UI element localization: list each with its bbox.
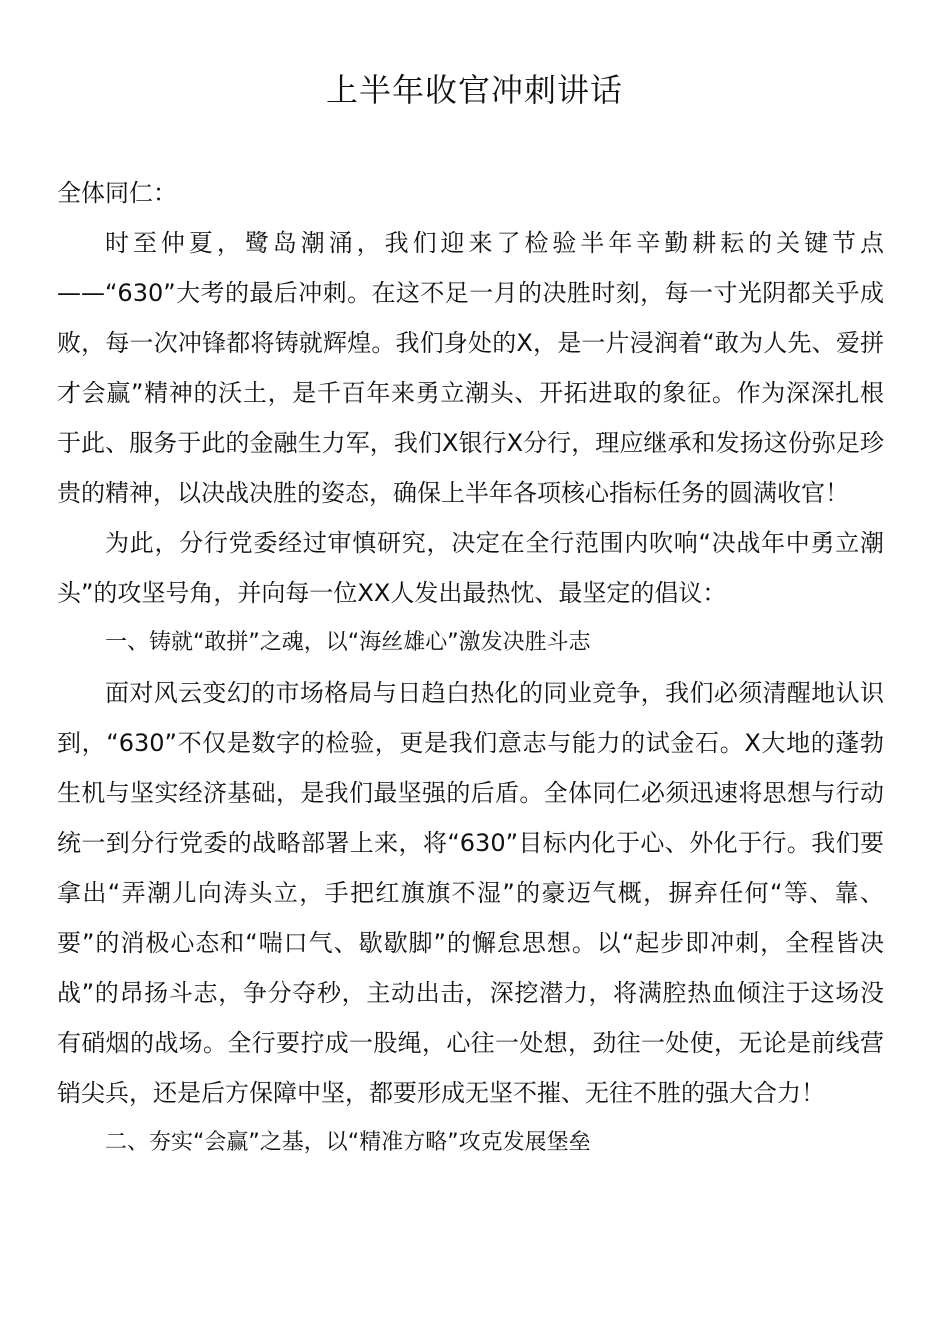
document-title: 上半年收官冲刺讲话	[325, 71, 623, 109]
section-1-body: 面对风云变幻的市场格局与日趋白热化的同业竞争，我们必须清醒地认识到，“630”不仅是数字的检验，更是我们意志与能力的试金石。X大地的蓬勃生机与坚实经济基础，是我们最坚强的后盾。全体同仁必须迅速将思想与行动统一到分行党委的战略部署上来，将“630”目标内化于心、外化于行。我们要拿出“弄潮儿向涛头立，手把红旗旗不湿”的豪迈气概，摒弃任何“等、靠、要”的消极心态和“喘口气、歇歇脚”的懈怠思想。以“起步即冲刺，全程皆决战”的昂扬斗志，争分夺秒，主动出击，深挖潜力，将满腔热血倾注于这场没有硝烟的战场。全行要拧成一股绳，心往一处想，劲往一处使，无论是前线营销尖兵，还是后方保障中坚，都要形成无坚不摧、无往不胜的强大合力！	[57, 679, 884, 1107]
section-2-heading: 二、夯实“会赢”之基，以“精准方略”攻克发展堡垒	[105, 1130, 591, 1155]
intro-paragraph: 时至仲夏，鹭岛潮涌，我们迎来了检验半年辛勤耕耘的关键节点——“630”大考的最后冲刺。在这不足一月的决胜时刻，每一寸光阴都关乎成败，每一次冲锋都将铸就辉煌。我们身处的X，是一片浸润着“敢为人先、爱拼才会赢”精神的沃土，是千百年来勇立潮头、开拓进取的象征。作为深深扎根于此、服务于此的金融生力军，我们X银行X分行，理应继承和发扬这份弥足珍贵的精神，以决战决胜的姿态，确保上半年各项核心指标任务的圆满收官！	[57, 229, 884, 507]
proposal-paragraph: 为此，分行党委经过审慎研究，决定在全行范围内吹响“决战年中勇立潮头”的攻坚号角，并向每一位XX人发出最热忱、最坚定的倡议：	[57, 529, 884, 607]
salutation: 全体同仁：	[57, 179, 177, 207]
section-1-heading: 一、铸就“敢拼”之魂，以“海丝雄心”激发决胜斗志	[105, 630, 591, 655]
